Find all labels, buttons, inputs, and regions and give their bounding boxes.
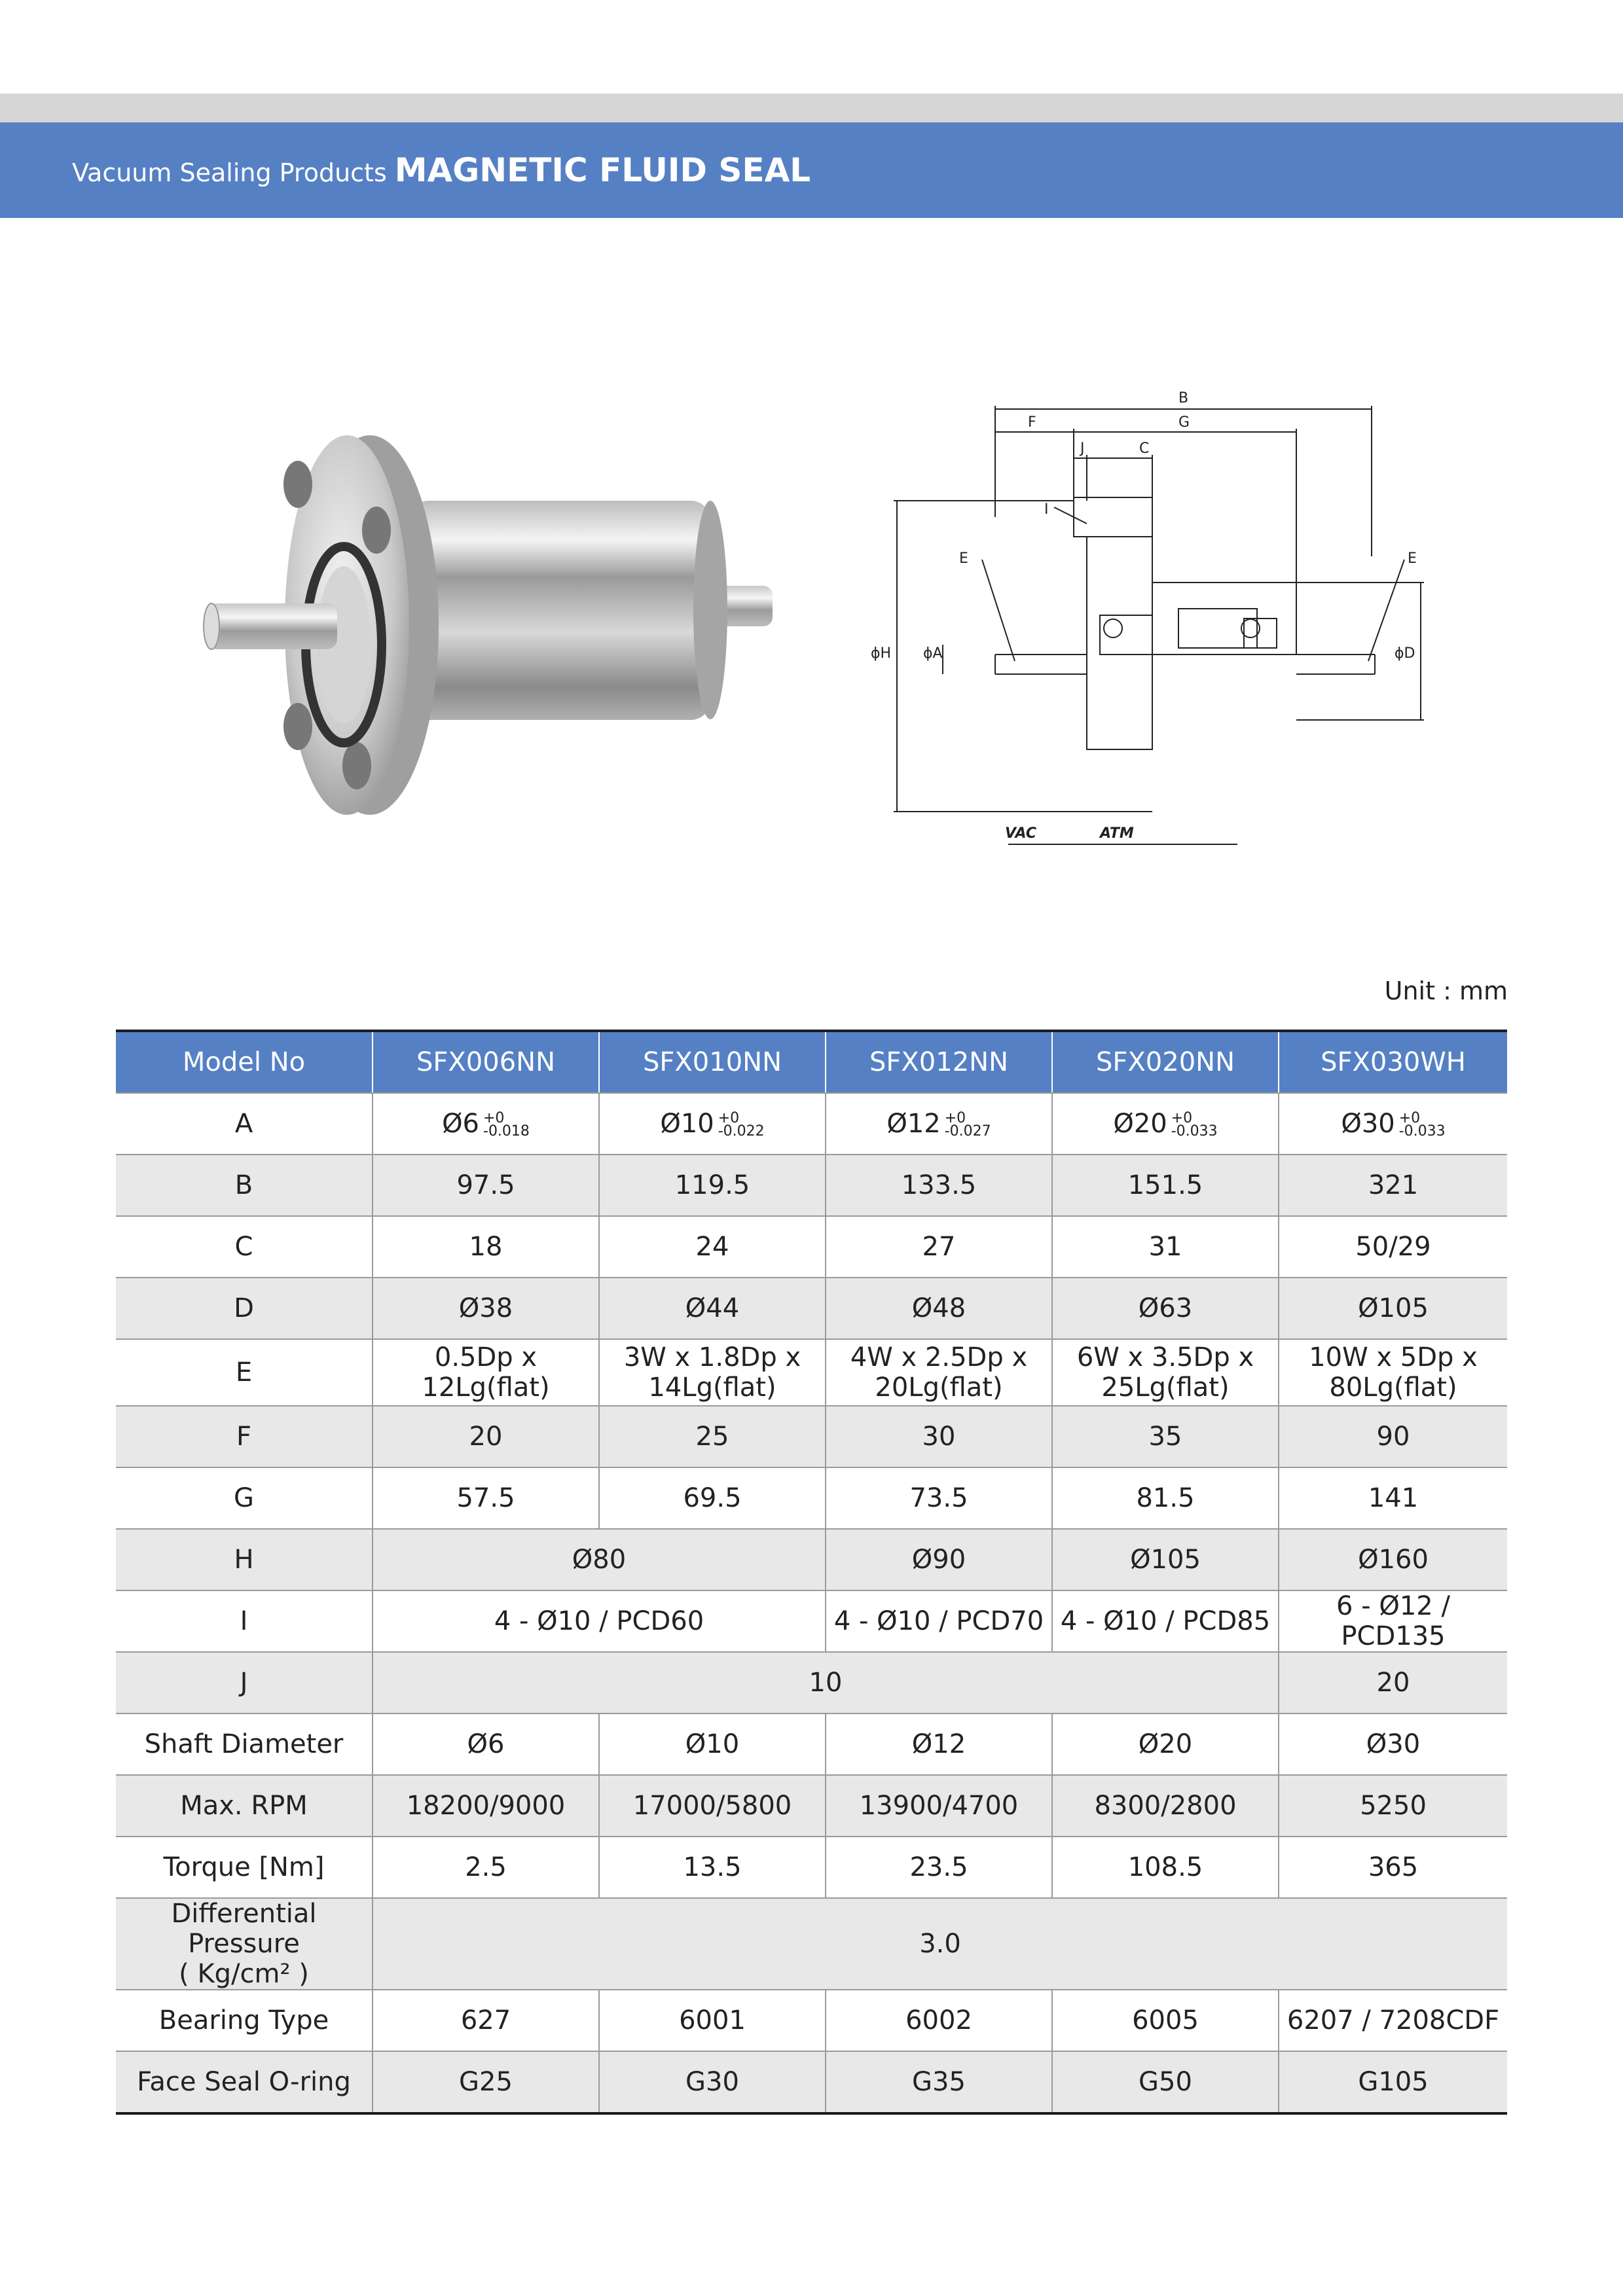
table-cell: 108.5 [1052, 1837, 1279, 1898]
table-cell: 6W x 3.5Dp x 25Lg(flat) [1052, 1339, 1279, 1406]
tolerance [1399, 1112, 1446, 1138]
vac-label: VAC [1005, 825, 1037, 842]
table-cell: Ø30 [1279, 1713, 1507, 1775]
tolerance [483, 1112, 530, 1138]
table-cell: 31 [1052, 1216, 1279, 1278]
dim-label-b: B [1178, 390, 1189, 406]
table-row [116, 1216, 1507, 1278]
table-cell: 20 [1279, 1652, 1507, 1713]
table-cell: 20 [373, 1406, 599, 1467]
table-cell: G25 [373, 2051, 599, 2113]
cell-base: Ø20 [1113, 1109, 1167, 1139]
table-cell: Ø80 [373, 1529, 826, 1590]
row-label: H [116, 1529, 373, 1590]
model-header: SFX006NN [373, 1031, 599, 1093]
unit-label: Unit : mm [1384, 977, 1508, 1005]
cell-base: Ø10 [660, 1109, 714, 1139]
table-cell: Ø6 [373, 1713, 599, 1775]
table-cell: 81.5 [1052, 1467, 1279, 1529]
table-cell: Ø48 [826, 1278, 1052, 1339]
table-cell: 4 - Ø10 / PCD60 [373, 1590, 826, 1652]
table-cell: 4 - Ø10 / PCD70 [826, 1590, 1052, 1652]
table-cell: 4W x 2.5Dp x 20Lg(flat) [826, 1339, 1052, 1406]
row-label: C [116, 1216, 373, 1278]
table-cell: 35 [1052, 1406, 1279, 1467]
table-cell: 119.5 [599, 1155, 826, 1216]
row-label: Shaft Diameter [116, 1713, 373, 1775]
table-row [116, 1155, 1507, 1216]
table-cell: 2.5 [373, 1837, 599, 1898]
table-cell: Ø105 [1052, 1529, 1279, 1590]
table-cell: 24 [599, 1216, 826, 1278]
table-cell: 0.5Dp x 12Lg(flat) [373, 1339, 599, 1406]
top-gray-band [0, 94, 1623, 122]
tol-lower: -0.018 [483, 1123, 530, 1139]
row-label: Torque [Nm] [116, 1837, 373, 1898]
spec-table [116, 1030, 1507, 2115]
header-title: MAGNETIC FLUID SEAL [394, 151, 811, 189]
table-cell: 8300/2800 [1052, 1775, 1279, 1837]
table-cell: 3W x 1.8Dp x 14Lg(flat) [599, 1339, 826, 1406]
table-cell [1279, 1093, 1507, 1155]
row-label-line: ( Kg/cm² ) [179, 1959, 309, 1989]
table-row [116, 2051, 1507, 2113]
tol-upper: +0 [1171, 1110, 1193, 1126]
cell-base: Ø30 [1341, 1109, 1395, 1139]
tolerance [1171, 1112, 1218, 1138]
dim-label-i: I [1044, 501, 1049, 518]
table-cell: 50/29 [1279, 1216, 1507, 1278]
cell-base: Ø12 [886, 1109, 941, 1139]
table-row [116, 1898, 1507, 1990]
table-cell: 18 [373, 1216, 599, 1278]
table-cell: 30 [826, 1406, 1052, 1467]
table-cell: G30 [599, 2051, 826, 2113]
row-label-line: Differential Pressure [171, 1899, 317, 1959]
row-label: Face Seal O-ring [116, 2051, 373, 2113]
model-header: SFX020NN [1052, 1031, 1279, 1093]
tol-lower: -0.033 [1398, 1123, 1446, 1139]
tolerance [718, 1112, 765, 1138]
table-cell: 69.5 [599, 1467, 826, 1529]
model-header: SFX012NN [826, 1031, 1052, 1093]
model-header: SFX030WH [1279, 1031, 1507, 1093]
table-cell: 13.5 [599, 1837, 826, 1898]
table-cell: Ø38 [373, 1278, 599, 1339]
table-row [116, 1837, 1507, 1898]
table-cell: 133.5 [826, 1155, 1052, 1216]
table-cell: Ø90 [826, 1529, 1052, 1590]
model-header: SFX010NN [599, 1031, 826, 1093]
header-text [72, 122, 811, 218]
header-cell: Model No [116, 1031, 373, 1093]
table-cell: Ø105 [1279, 1278, 1507, 1339]
table-cell: 3.0 [373, 1898, 1507, 1990]
tol-upper: +0 [1398, 1110, 1421, 1126]
table-row [116, 1093, 1507, 1155]
table-cell: 365 [1279, 1837, 1507, 1898]
table-row [116, 1775, 1507, 1837]
cell-base: Ø6 [442, 1109, 479, 1139]
dim-label-c: C [1139, 440, 1150, 457]
table-cell: 73.5 [826, 1467, 1052, 1529]
dim-label-h: ϕH [871, 645, 892, 662]
table-cell: Ø63 [1052, 1278, 1279, 1339]
table-cell: 90 [1279, 1406, 1507, 1467]
row-label: G [116, 1467, 373, 1529]
dim-label-j: J [1080, 440, 1085, 457]
table-row [116, 1652, 1507, 1713]
row-label: J [116, 1652, 373, 1713]
table-cell: 141 [1279, 1467, 1507, 1529]
table-cell: 25 [599, 1406, 826, 1467]
dim-label-a: ϕA [923, 645, 943, 662]
table-cell: 6002 [826, 1990, 1052, 2051]
dim-label-g: G [1178, 414, 1190, 431]
table-cell: 17000/5800 [599, 1775, 826, 1837]
table-row [116, 1713, 1507, 1775]
tol-lower: -0.022 [718, 1123, 765, 1139]
table-cell: 10W x 5Dp x 80Lg(flat) [1279, 1339, 1507, 1406]
table-cell: 6005 [1052, 1990, 1279, 2051]
tol-upper: +0 [483, 1110, 505, 1126]
table-cell: Ø44 [599, 1278, 826, 1339]
table-cell: G105 [1279, 2051, 1507, 2113]
table-cell: 6001 [599, 1990, 826, 2051]
tol-lower: -0.027 [944, 1123, 991, 1139]
page-header [0, 122, 1623, 218]
row-label: B [116, 1155, 373, 1216]
table-cell: 6 - Ø12 / PCD135 [1279, 1590, 1507, 1652]
table-cell: 6207 / 7208CDF [1279, 1990, 1507, 2051]
table-cell: 10 [373, 1652, 1279, 1713]
table-cell: Ø20 [1052, 1713, 1279, 1775]
row-label: D [116, 1278, 373, 1339]
row-label: F [116, 1406, 373, 1467]
table-cell: 4 - Ø10 / PCD85 [1052, 1590, 1279, 1652]
row-label: E [116, 1339, 373, 1406]
header-subtitle: Vacuum Sealing Products [72, 158, 387, 187]
dim-label-f: F [1028, 414, 1036, 431]
table-cell [826, 1093, 1052, 1155]
product-photo [193, 399, 782, 844]
table-cell: G50 [1052, 2051, 1279, 2113]
table-row [116, 1990, 1507, 2051]
row-label: Max. RPM [116, 1775, 373, 1837]
table-cell: 18200/9000 [373, 1775, 599, 1837]
table-cell [1052, 1093, 1279, 1155]
tol-upper: +0 [718, 1110, 740, 1126]
table-cell: 27 [826, 1216, 1052, 1278]
table-cell: 151.5 [1052, 1155, 1279, 1216]
row-label: Bearing Type [116, 1990, 373, 2051]
table-row [116, 1339, 1507, 1406]
tolerance [945, 1112, 991, 1138]
technical-drawing [864, 386, 1453, 857]
table-cell: 23.5 [826, 1837, 1052, 1898]
header-row [116, 1031, 1507, 1093]
atm-label: ATM [1100, 825, 1134, 842]
table-cell: 97.5 [373, 1155, 599, 1216]
table-cell: 57.5 [373, 1467, 599, 1529]
table-cell: 627 [373, 1990, 599, 2051]
dim-label-e-right: E [1408, 550, 1417, 567]
tol-lower: -0.033 [1171, 1123, 1218, 1139]
table-row [116, 1529, 1507, 1590]
table-cell: 321 [1279, 1155, 1507, 1216]
table-row [116, 1406, 1507, 1467]
table-cell: Ø10 [599, 1713, 826, 1775]
row-label [116, 1898, 373, 1990]
table-cell: 13900/4700 [826, 1775, 1052, 1837]
table-cell: Ø12 [826, 1713, 1052, 1775]
tol-upper: +0 [944, 1110, 966, 1126]
table-cell [599, 1093, 826, 1155]
row-label: I [116, 1590, 373, 1652]
dim-label-d: ϕD [1395, 645, 1415, 662]
table-row [116, 1467, 1507, 1529]
table-cell [373, 1093, 599, 1155]
table-cell: Ø160 [1279, 1529, 1507, 1590]
table-cell: 5250 [1279, 1775, 1507, 1837]
table-row [116, 1590, 1507, 1652]
dim-label-e-left: E [959, 550, 968, 567]
row-label: A [116, 1093, 373, 1155]
table-cell: G35 [826, 2051, 1052, 2113]
table-row [116, 1278, 1507, 1339]
